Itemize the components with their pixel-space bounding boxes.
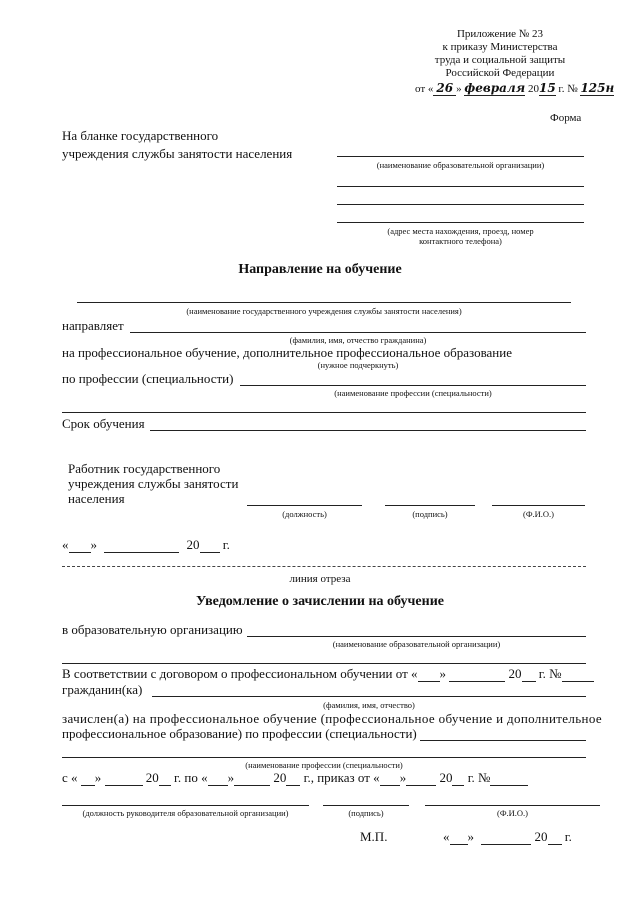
start-month-field[interactable] <box>105 771 143 786</box>
referral-year-field[interactable] <box>200 538 220 553</box>
year-prefix: 20 <box>439 770 453 785</box>
referral-month-field[interactable] <box>104 538 179 553</box>
education-org-caption: (наименование образовательной организации) <box>376 160 545 170</box>
notice-org-field[interactable] <box>247 622 586 637</box>
order-number-label: г. № <box>467 770 491 785</box>
period-to-label: г. по « <box>174 770 208 785</box>
referral-title: Направление на обучение <box>238 262 402 277</box>
end-year-field[interactable] <box>286 771 300 786</box>
worker-position-field[interactable] <box>247 491 362 506</box>
contract-close-quote: » <box>439 666 447 681</box>
profession-caption: (наименование профессии (специальности) <box>334 388 492 398</box>
order-day-field[interactable] <box>380 771 400 786</box>
profession-label: по профессии (специальности) <box>62 371 234 386</box>
worker-signature-field[interactable] <box>385 491 475 506</box>
date-close-quote: » <box>90 537 97 552</box>
address-caption-1: (адрес места нахождения, проезд, номер <box>387 226 534 236</box>
end-month-field[interactable] <box>234 771 270 786</box>
order-mid: » <box>456 83 462 95</box>
worker-fio-field[interactable] <box>492 491 585 506</box>
head-signature-caption: (подпись) <box>348 808 384 818</box>
address-line-2-field[interactable] <box>337 190 584 205</box>
date-year-prefix: 20 <box>186 537 200 552</box>
stamp-label: М.П. <box>360 829 388 844</box>
year-prefix: 20 <box>145 770 159 785</box>
order-number: 125н <box>580 81 615 95</box>
date-year-suffix: г. <box>222 537 230 552</box>
worker-line: населения <box>68 491 125 506</box>
worker-line: учреждения службы занятости <box>68 476 239 491</box>
notice-profession-field[interactable] <box>420 726 586 741</box>
start-day-field[interactable] <box>81 771 95 786</box>
education-org-name-field[interactable] <box>337 142 584 157</box>
date-year-prefix: 20 <box>534 829 548 844</box>
notice-month-field[interactable] <box>481 830 531 845</box>
signature-caption: (подпись) <box>412 509 448 519</box>
referral-day-field[interactable] <box>69 538 91 553</box>
order-reference <box>415 82 614 96</box>
appendix-block <box>420 28 580 80</box>
notice-profession-continuation-field[interactable] <box>62 743 586 758</box>
appendix-line: труда и социальной защиты <box>434 54 566 66</box>
agency-name-field[interactable] <box>77 288 571 303</box>
contract-number-field[interactable] <box>562 667 594 682</box>
head-signature-field[interactable] <box>323 791 409 806</box>
order-month: февраля <box>464 81 526 95</box>
form-label: Форма <box>550 112 582 124</box>
year-prefix: 20 <box>273 770 287 785</box>
order-year: 15 <box>538 81 556 95</box>
order-number-label: г. № <box>558 83 578 95</box>
notice-citizen-caption: (фамилия, имя, отчество) <box>323 700 415 710</box>
citizen-caption: (фамилия, имя, отчество гражданина) <box>289 335 427 345</box>
notice-day-field[interactable] <box>450 830 468 845</box>
agency-caption: (наименование государственного учреждения службы занятости населения) <box>186 306 462 316</box>
notice-title: Уведомление о зачислении на обучение <box>196 594 444 609</box>
fio-caption: (Ф.И.О.) <box>522 509 555 519</box>
date-open-quote: « <box>62 537 69 552</box>
head-fio-caption: (Ф.И.О.) <box>496 808 529 818</box>
notice-org-label: в образовательную организацию <box>62 622 243 637</box>
close-quote: » <box>399 770 407 785</box>
order-number-field[interactable] <box>490 771 528 786</box>
notice-profession-caption: (наименование профессии (специальности) <box>245 760 403 770</box>
appendix-line: Приложение № 23 <box>456 28 544 40</box>
start-year-field[interactable] <box>159 771 171 786</box>
date-year-suffix: г. <box>564 829 572 844</box>
citizen-label: гражданин(ка) <box>62 682 143 697</box>
cut-line-label: линия отреза <box>289 573 351 585</box>
underline-caption: (нужное подчеркнуть) <box>317 360 399 370</box>
order-day: 26 <box>433 81 456 96</box>
date-close-quote: » <box>467 829 474 844</box>
close-quote: » <box>94 770 102 785</box>
worker-label <box>68 461 240 506</box>
address-line-3-field[interactable] <box>337 208 584 223</box>
order-month-field[interactable] <box>406 771 436 786</box>
head-position-field[interactable] <box>62 791 309 806</box>
notice-year-field[interactable] <box>548 830 562 845</box>
enrolled-line-2: профессиональное образование) по профессии (специальности) <box>62 726 417 741</box>
order-prefix: от « <box>415 83 434 95</box>
contract-month-field[interactable] <box>449 667 505 682</box>
order-year-field[interactable] <box>452 771 464 786</box>
head-fio-field[interactable] <box>425 791 600 806</box>
date-open-quote: « <box>443 829 450 844</box>
enrolled-line-1: зачислен(а) на профессиональное обучение (профессиональное обучение и дополнительное <box>62 711 602 726</box>
letterhead-line-1: На бланке государственного <box>62 128 219 143</box>
cut-line <box>62 566 586 567</box>
duration-label: Срок обучения <box>62 416 145 431</box>
period-from-label: с « <box>62 770 78 785</box>
worker-line: Работник государственного <box>68 461 221 476</box>
order-year-prefix: 20 <box>527 83 539 95</box>
notice-org-continuation-field[interactable] <box>62 649 586 664</box>
profession-field[interactable] <box>240 371 586 386</box>
sends-label: направляет <box>62 318 124 333</box>
letterhead-line-2: учреждения службы занятости населения <box>62 146 293 161</box>
notice-date <box>443 829 572 845</box>
head-position-caption: (должность руководителя образовательной организации) <box>82 808 289 818</box>
address-line-1-field[interactable] <box>337 172 584 187</box>
appendix-line: Российской Федерации <box>445 67 555 79</box>
address-caption-2: контактного телефона) <box>419 236 502 246</box>
contract-number-label: г. № <box>538 666 562 681</box>
education-type-line[interactable]: на профессиональное обучение, дополнительное профессиональное образование <box>62 345 512 360</box>
period-line <box>62 770 528 786</box>
contract-year-field[interactable] <box>522 667 536 682</box>
duration-field[interactable] <box>150 416 586 431</box>
contract-day-field[interactable] <box>418 667 440 682</box>
close-quote: » <box>227 770 235 785</box>
referral-date <box>62 537 230 553</box>
notice-citizen-field[interactable] <box>152 682 586 697</box>
profession-continuation-field[interactable] <box>62 398 586 413</box>
citizen-name-field[interactable] <box>130 318 586 333</box>
contract-text: В соответствии с договором о профессиональном обучении от « <box>62 666 418 681</box>
contract-year-prefix: 20 <box>508 666 522 681</box>
position-caption: (должность) <box>282 509 327 519</box>
contract-line <box>62 666 594 682</box>
order-from-label: г., приказ от « <box>303 770 380 785</box>
appendix-line: к приказу Министерства <box>442 41 558 53</box>
end-day-field[interactable] <box>208 771 228 786</box>
notice-org-caption: (наименование образовательной организации) <box>332 639 501 649</box>
